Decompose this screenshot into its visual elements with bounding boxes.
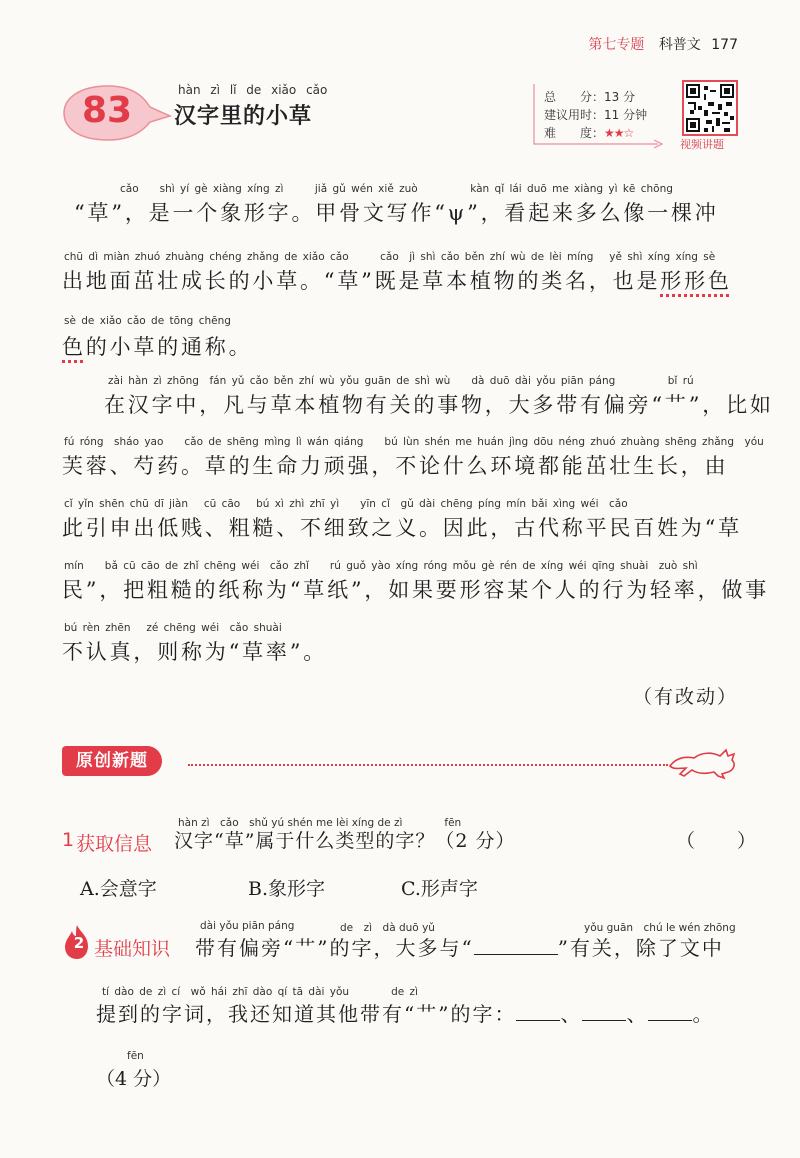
title-pinyin: hàn zì lǐ de xiǎo cǎo [178,83,328,97]
section-title: 原创新题 [62,746,162,776]
info-time [544,106,647,123]
q2-blank-2[interactable] [516,1000,560,1021]
q2-score: （4 分） [96,1068,172,1090]
info-difficulty [544,124,633,141]
q1-answer-slot[interactable]: （ ） [676,830,757,852]
difficulty-label: 难 度： [544,126,605,140]
q2-score-pinyin: fēn [127,1050,144,1062]
lesson-title: 汉字里的小草 [174,104,313,129]
article-line-4: 在汉字中，凡与草本植物有关的事物，大多带有偏旁“艹”，比如 [104,393,774,417]
q2-sep-2: 、 [626,1002,649,1026]
article-line-5: 芙蓉、芍药。草的生命力顽强，不论什么环境都能茁壮生长，由 [62,454,729,478]
pinyin-line-1: cǎo shì yí gè xiàng xíng zì jiǎ gǔ wén xiě zuò kàn qǐ lái duō me xiàng yì kē chōng [120,183,673,195]
article-line-8: 不认真，则称为“草率”。 [62,640,328,664]
q2-blank-1[interactable] [474,934,558,955]
q2-pinyin-c: yǒu guān chú le wén zhōng [584,922,736,934]
q2-line-2 [96,998,714,1027]
section-dotted-line [188,764,668,766]
article-line-3 [62,331,252,361]
article-line-2 [62,265,732,295]
q1-text: 汉字“草”属于什么类型的字？（2 分） [174,830,516,852]
pinyin-line-3: sè de xiǎo cǎo de tōng chēng [64,315,231,327]
info-score [544,88,635,105]
pinyin-line-7: mín bǎ cū cāo de zhǐ chēng wéi cǎo zhǐ rú guǒ yào xíng róng mǒu gè rén de xíng wéi qīng shuài zuò shì [64,560,698,572]
article-line-6: 此引申出低贱、粗糙、不细致之义。因此，古代称平民百姓为“草 [62,516,742,540]
q2-label: 基础知识 [94,938,171,960]
running-cat-icon [666,740,742,780]
time-label: 建议用时： [544,108,605,122]
article-line-7: 民”，把粗糙的纸称为“草纸”，如果要形容某个人的行为轻率，做事 [62,578,770,602]
q2-pinyin-2: tí dào de zì cí wǒ hái zhī dào qí tā dài yǒu de zì [102,986,418,998]
q1-number: 1 [62,829,75,851]
qr-pattern-icon [684,82,736,134]
time-value: 11 分钟 [604,108,648,122]
q2-blank-3[interactable] [582,1000,626,1021]
pinyin-line-6: cǐ yǐn shēn chū dī jiàn cū cāo bú xì zhì zhī yì yīn cǐ gǔ dài chēng píng mín bǎi xìng wéi cǎo [64,498,628,510]
q2-text-b: ”有关，除了文中 [557,936,724,960]
source-note: （有改动） [632,686,738,708]
q1-pinyin: hàn zì cǎo shǔ yú shén me lèi xíng de zì fēn [178,817,462,829]
emphasis-dotted-text-2: 色 [62,335,86,359]
article-line-1: “草”，是一个象形字。甲骨文写作“ψ”，看起来多么像一棵冲 [74,201,719,225]
q2-line-1 [195,932,724,961]
q1-option-b[interactable]: B.象形字 [248,878,326,900]
emphasis-dotted-text: 形形色 [660,269,732,293]
q2-end: 。 [692,1002,715,1026]
q2-text-c: 提到的字词，我还知道其他带有“艹”的字： [96,1002,517,1026]
qr-label: 视频讲题 [680,138,724,151]
difficulty-stars: ★★☆ [604,126,634,140]
pinyin-line-8: bú rèn zhēn zé chēng wéi cǎo shuài [64,622,282,634]
article-line-3-text: 的小草的通称。 [85,335,253,359]
running-header [588,34,738,54]
topic-label: 第七专题 [588,37,645,53]
page-number: 177 [711,37,738,53]
q2-number: 2 [73,934,85,952]
pinyin-line-5: fú róng sháo yao cǎo de shēng mìng lì wán qiáng bú lùn shén me huán jìng dōu néng zhuó zhuàng shēng zhǎng yóu [64,436,764,448]
qr-code[interactable] [682,80,738,136]
q2-sep-1: 、 [560,1002,583,1026]
genre-label: 科普文 [658,37,701,53]
section-bar [62,740,742,784]
q2-text-a: 带有偏旁“艹”的字，大多与“ [195,936,474,960]
info-box [528,82,670,150]
q2-pinyin-b: de zì dà duō yǔ [340,922,435,934]
article-line-2-text: 出地面茁壮成长的小草。“草”既是草本植物的类名，也是 [62,269,661,293]
q1-label: 获取信息 [76,833,153,855]
q1-option-c[interactable]: C.形声字 [401,878,478,900]
lesson-number: 83 [81,90,133,131]
lesson-badge [60,82,178,144]
pinyin-line-4: zài hàn zì zhōng fán yǔ cǎo běn zhí wù yǒu guān de shì wù dà duō dài yǒu piān páng bǐ rú [108,375,694,387]
q1-option-a[interactable]: A.会意字 [80,878,157,900]
pinyin-line-2: chū dì miàn zhuó zhuàng chéng zhǎng de xiǎo cǎo cǎo jì shì cǎo běn zhí wù de lèi míng yě shì xíng xíng sè [64,251,716,263]
score-value: 13 分 [604,90,636,104]
score-label: 总 分： [544,90,605,104]
q2-blank-4[interactable] [648,1000,692,1021]
q2-pinyin-a: dài yǒu piān páng [200,920,295,932]
